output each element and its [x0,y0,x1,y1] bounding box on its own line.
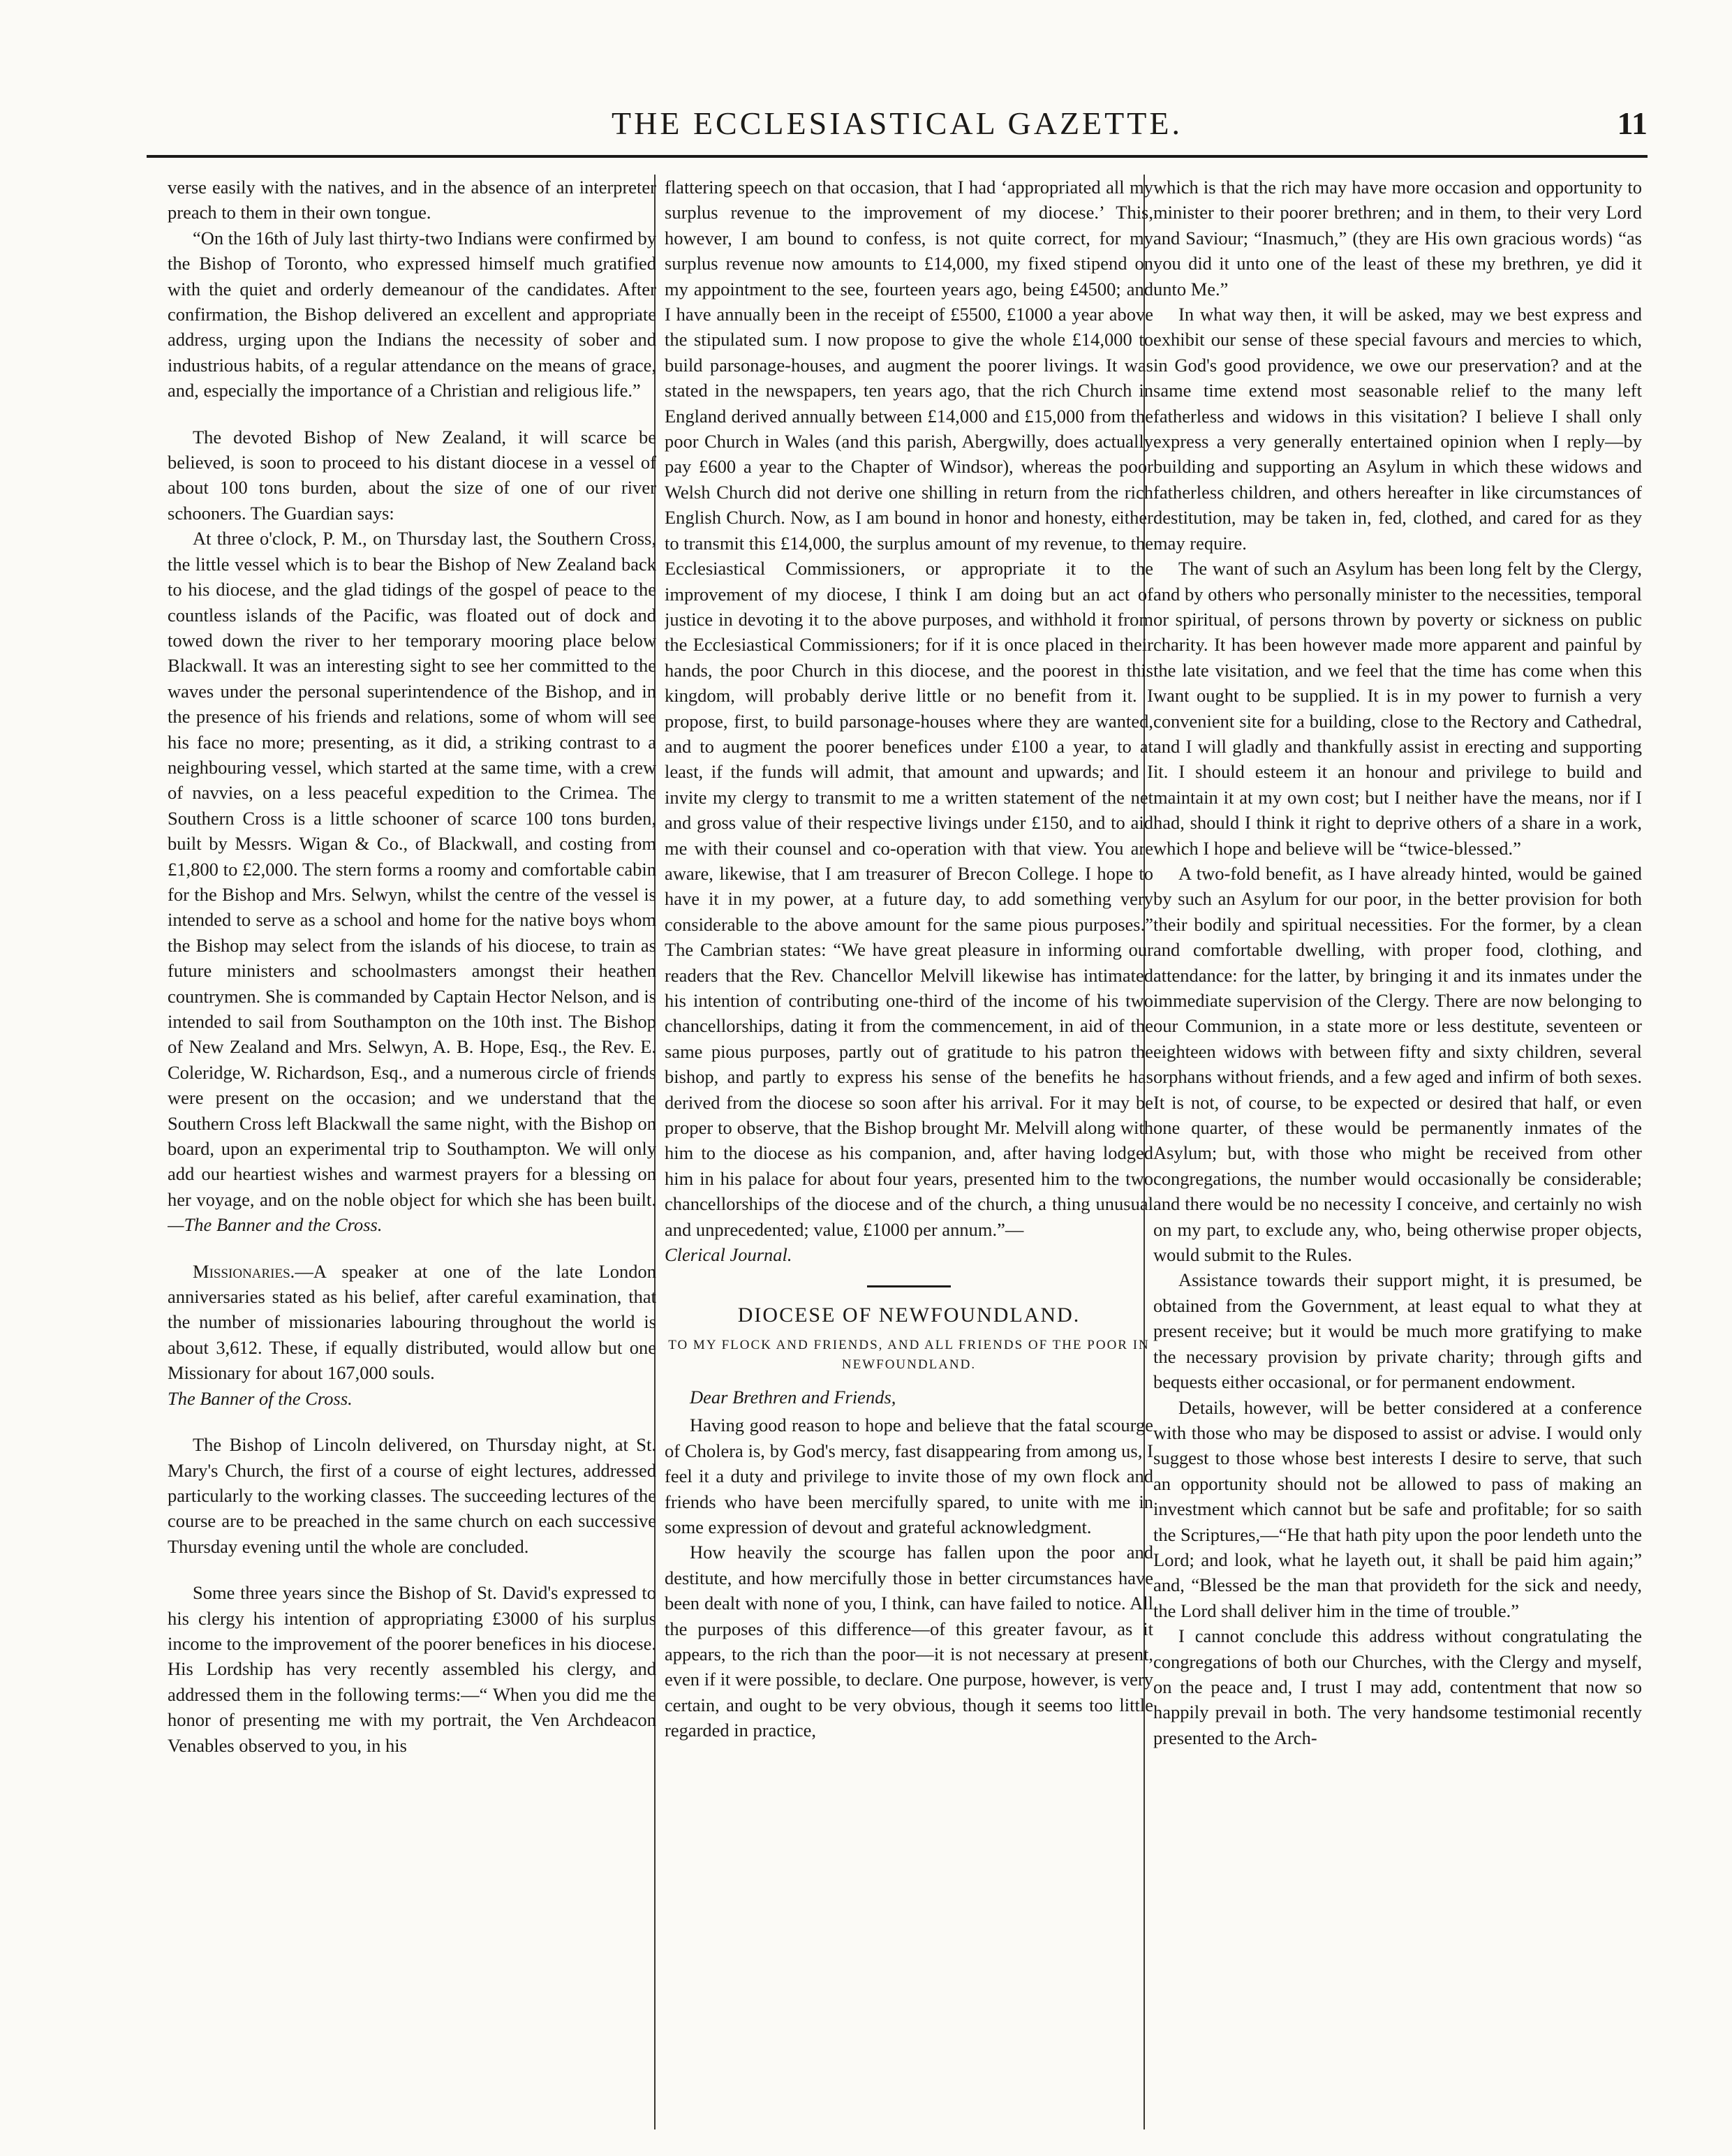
running-head [147,105,1648,154]
paragraph: In what way then, it will be asked, may we best express and exhibit our sense of these special favours and mercies to which, in God's good providence, we owe our preservation? and at the same time extend most seasonable relief to the many left fatherless and widows in this visitation? I believe I shall only express a very generally entertained opinion when I reply—by building and supporting an Asylum in which these widows and fatherless children, and others hereafter in like circumstances of destitution, may be taken in, fed, clothed, and cared for as they may require. [1153,304,1642,554]
paragraph: verse easily with the natives, and in the absence of an interpreter preach to them in their own tongue. [168,177,656,223]
paragraph-text: —A speaker at one of the late London anniversaries stated as his belief, after careful examination, that the number of missionaries labouring throughout the world is about 3,612. These, if equally distributed, would allow but one Missionary for about 167,000 souls. [168,1260,656,1384]
paragraph [168,526,656,1237]
paragraph: Some three years since the Bishop of St. David's expressed to his clergy his intention of appropriating £3000 of his surplus income to the improvement of the poorer benefices in his diocese. His Lordship has very recently assembled his clergy, and addressed them in the following terms:—“ When you did me the honor of presenting me with my portrait, the Ven Archdeacon Venables observed to you, in his [168,1582,656,1756]
paragraph: A two-fold benefit, as I have already hinted, would be gained by such an Asylum for our poor, in the better provision for both their bodily and spiritual necessities. For the former, by a clean and comfortable dwelling, with proper food, clothing, and attendance: for the latter, by bringing it and its inmates under the immediate supervision of the Clergy. There are now belonging to our Communion, in a state more or less destitute, seventeen or eighteen widows with between fifty and sixty children, several orphans without friends, and a few aged and infirm of both sexes. It is not, of course, to be expected or desired that half, or even one quarter, of these would be permanently inmates of the Asylum; but, with those who might be received from other congregations, the number would occasionally be considerable; and there would be no necessity I conceive, and certainly no wish on my part, to exclude any, who, being otherwise proper objects, would submit to the Rules. [1153,862,1642,1266]
paragraph: flattering speech on that occasion, that I had ‘appropriated all my surplus revenue to the improvement of my diocese.’ This, however, I am bound to confess, is not quite correct, for my surplus revenue now amounts to £14,000, my fixed stipend on my appointment to the see, fourteen years ago, being £4500; and I have annually been in the receipt of £5500, £1000 a year above the stipulated sum. I now propose to give the whole £14,000 to build parsonage-houses, and augment the poorer livings. It was stated in the newspapers, ten years ago, that the rich Church in England derived annually between £14,000 and £15,000 from the poor Church in Wales (and this parish, Abergwilly, does actually pay £600 a year to the Chapter of Windsor), whereas the poor Welsh Church did not derive one shilling in return from the rich English Church. Now, as I am bound in honor and honesty, either to transmit this £14,000, the surplus amount of my revenue, to the Ecclesiastical Commissioners, or appropriate it to the improvement of my diocese, I think I am doing but an act of justice in devoting it to the above purposes, and withhold it from the Ecclesiastical Commissioners; for if it is once placed in their hands, the poor Church in this diocese, and the poorest in this kingdom, will probably derive little or no benefit from it. I propose, first, to build parsonage-houses where they are wanted, and to augment the poorer benefices under £100 a year, to at least, if the funds will admit, that amount and upwards; and I invite my clergy to transmit to me a written statement of the net and gross value of their respective livings under £150, and to aid me with their counsel and co-operation with that view. You are aware, likewise, that I am treasurer of Brecon College. I hope to have it in my power, at a future day, to add something very considerable to the above amount for the same pious purposes.” The Cambrian states: “We have great pleasure in informing our readers that the Rev. Chancellor Melvill likewise has intimated his intention of contributing one-third of the income of his two chancellorships, dating it from the commencement, in aid of the same pious purposes, partly out of gratitude to his patron the bishop, and partly to express his sense of the benefits he has derived from the diocese so soon after his arrival. For it may be proper to observe, that the Bishop brought Mr. Melvill along with him to the diocese as his companion, and, after having lodged him in his palace for about four years, presented him to the two chancellorships of the diocese and of the church, a thing unusual and unprecedented; value, £1000 per annum.”— [665,177,1153,1240]
column-1 [168,175,656,2129]
salutation: Dear Brethren and Friends, [690,1386,896,1408]
paragraph: Assistance towards their support might, it is presumed, be obtained from the Government, at least equal to what they at present receive; but it would be much more gratifying to make the necessary provision by private charity; through gifts and bequests either occasional, or for permanent endowment. [1153,1269,1642,1393]
paragraph: which is that the rich may have more occasion and opportunity to minister to their poorer brethren; and in them, to their very Lord and Saviour; “Inasmuch,” (they are His own gracious words) “as you did it unto one of the least of these my brethren, ye did it unto Me.” [1153,177,1642,300]
paragraph: How heavily the scourge has fallen upon the poor and destitute, and how mercifully those in better circumstances have been dealt with none of you, I think, can have failed to notice. All the purposes of this difference—of this greater favour, as it appears, to the rich than the poor—it is not necessary at present, even if it were possible, to declare. One purpose, however, is very certain, and ought to be very obvious, though it seems too little regarded in practice, [665,1542,1153,1741]
paragraph: I cannot conclude this address without congratulating the congregations of both our Churches, with the Clergy and myself, on the peace and, I trust I may add, contentment that now so happily prevail in both. The very handsome testimonial recently presented to the Arch- [1153,1625,1642,1748]
paragraph: The Bishop of Lincoln delivered, on Thursday night, at St. Mary's Church, the first of a course of eight lectures, addressed particularly to the working classes. The succeeding lectures of the course are to be preached in the same church on each successive Thursday evening until the whole are concluded. [168,1434,656,1557]
column-2 [665,175,1153,2129]
paragraph [168,1259,656,1386]
citation: The Banner of the Cross. [168,1387,353,1409]
run-in-head: Missionaries. [193,1260,295,1282]
citation: Clerical Journal. [665,1244,792,1266]
header-rule [147,155,1648,158]
paragraph: Details, however, will be better considered at a conference with those who may be disposed to assist or advise. I would only suggest to those whose best interests I desire to serve, that such an opportunity should not be allowed to pass of making an investment which cannot but be safe and profitable; for so saith the Scriptures,—“He that hath pity upon the poor lendeth unto the Lord; and look, what he layeth out, it shall be paid him again;” and, “Blessed be the man that provideth for the sick and needy, the Lord shall deliver him in the time of trouble.” [1153,1396,1642,1621]
section-title: DIOCESE OF NEWFOUNDLAND. [737,1304,1081,1327]
paragraph: “On the 16th of July last thirty-two Indians were confirmed by the Bishop of Toronto, who expressed himself much gratified with the quiet and orderly demeanour of the candidates. After confirmation, the Bishop delivered an excellent and appropriate address, urging upon the Indians the necessity of sober and industrious habits, of a regular attendance on the means of grace, and, especially the importance of a Christian and religious life.” [168,227,656,401]
paragraph: Having good reason to hope and believe that the fatal scourge of Cholera is, by God's mercy, fast disappearing from among us, I feel it a duty and privilege to invite those of my own flock and friends who have been mercifully spared, to unite with me in some expression of devout and grateful acknowledgment. [665,1415,1153,1537]
paragraph-text: At three o'clock, P. M., on Thursday last, the Southern Cross, the little vessel which is to bear the Bishop of New Zealand back to his diocese, and the glad tidings of the gospel of peace to the countless islands of the Pacific, was floated out of dock and towed down the river to her temporary mooring place below Blackwall. It was an interesting sight to see her committed to the waves under the personal superintendence of the Bishop, and in the presence of his friends and relations, some of whom will see his face no more; presenting, as it did, a striking contrast to a neighbouring vessel, which started at the same time, with a crew of navvies, on a less peaceful expedition to the Crimea. The Southern Cross is a little schooner of scarce 100 tons burden, built by Messrs. Wigan & Co., of Blackwall, and costing from £1,800 to £2,000. The stern forms a roomy and comfortable cabin for the Bishop and Mrs. Selwyn, whilst the centre of the vessel is intended to serve as a school and home for the native boys whom the Bishop may select from the islands of his diocese, to train as future ministers and schoolmasters amongst their heathen countrymen. She is commanded by Captain Hector Nelson, and is intended to sail from Southampton on the 10th inst. The Bishop of New Zealand and Mrs. Selwyn, A. B. Hope, Esq., the Rev. E. Coleridge, W. Richardson, Esq., and a numerous circle of friends were present on the occasion; and we understand that the Southern Cross left Blackwall the same night, with the Bishop on board, upon an experimental trip to Southampton. We will only add our heartiest wishes and warmest prayers for a blessing on her voyage, and on the noble object for which she has been built. [168,528,656,1210]
section-rule [867,1285,951,1287]
page-title: THE ECCLESIASTICAL GAZETTE. [612,105,1183,141]
page-number: 11 [1617,105,1648,141]
section-subtitle: TO MY FLOCK AND FRIENDS, AND ALL FRIENDS OF THE POOR IN NEWFOUNDLAND. [668,1337,1150,1372]
column-3 [1153,175,1642,2129]
paragraph: The devoted Bishop of New Zealand, it will scarce be believed, is soon to proceed to his distant diocese in a vessel of about 100 tons burden, about the size of one of our river schooners. The Guardian says: [168,426,656,524]
citation: —The Banner and the Cross. [168,1214,383,1236]
paragraph: The want of such an Asylum has been long felt by the Clergy, and by others who personally minister to the necessities, temporal or spiritual, of persons thrown by poverty or sickness on public charity. It has been however made more apparent and painful by the late visitation, and we feel that the time has come when this want ought to be supplied. It is in my power to furnish a very convenient site for a building, close to the Rectory and Cathedral, and I will gladly and thankfully assist in erecting and supporting it. I should esteem it an honour and privilege to build and maintain it at my own cost; but I neither have the means, nor if I had, should I think it right to deprive others of a share in a work, which I hope and believe will be “twice-blessed.” [1153,558,1642,859]
